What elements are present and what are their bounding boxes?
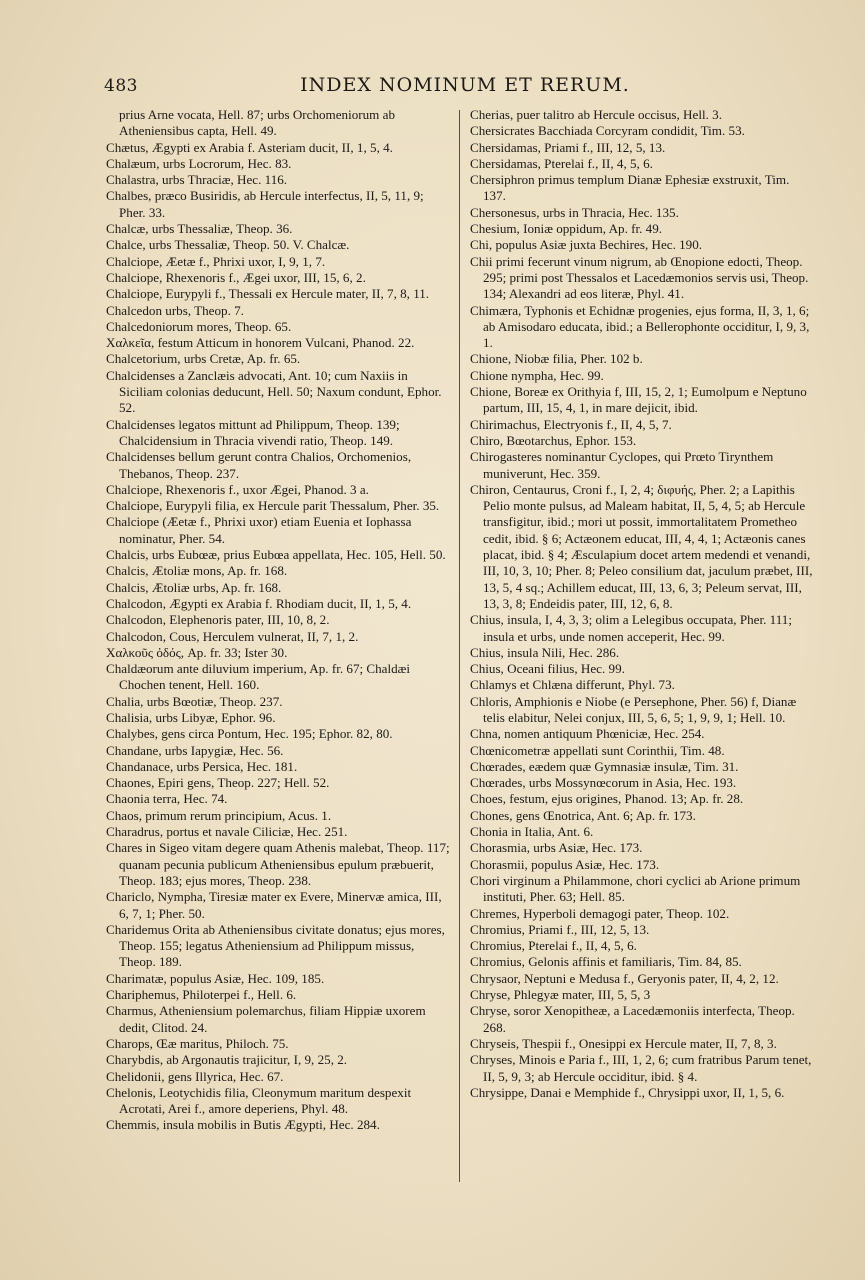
index-entry: Chersicrates Bacchiada Corcyram condidit, Tim. 53. (470, 123, 745, 139)
index-entry: Chalcidenses bellum gerunt contra Chalios, Orchomenios, Thebanos, Theop. 237. (106, 449, 412, 481)
index-entry: Chalciope, Rhexenoris f., uxor Ægei, Phanod. 3 a. (106, 481, 369, 497)
index-entry: Chersonesus, urbs in Thracia, Hec. 135. (470, 204, 679, 220)
index-entry: Chelonis, Leotychidis filia, Cleonymum maritum despexit Acrotati, Arei f., amore deperiens, Phyl. 48. (106, 1084, 412, 1117)
index-entry: Chloris, Amphionis e Niobe (e Persephone, Pher. 56) f, Dianæ telis elabitur, Nelei conjux, III, 5, 6, 5; 1, 9, 9, 1; Hell. 10. (470, 693, 797, 725)
index-entry: Chremes, Hyperboli demagogi pater, Theop. 102. (470, 905, 730, 921)
index-entry: Charops, Œæ maritus, Philoch. 75. (106, 1035, 289, 1051)
index-entry: Chna, nomen antiquum Phœniciæ, Hec. 254. (470, 726, 705, 742)
index-entry: Charadrus, portus et navale Ciliciæ, Hec. 251. (106, 824, 348, 840)
index-entry: prius Arne vocata, Hell. 87; urbs Orchomeniorum ab Atheniensibus capta, Hell. 49. (119, 107, 395, 139)
index-entry: Chalcis, Ætoliæ urbs, Ap. fr. 168. (106, 579, 282, 595)
index-entry: Chalybes, gens circa Pontum, Hec. 195; Ephor. 82, 80. (106, 726, 393, 742)
index-entry: Chi, populus Asiæ juxta Bechires, Hec. 190. (470, 237, 703, 253)
index-entry: Chorasmii, populus Asiæ, Hec. 173. (470, 856, 660, 872)
index-entry: Chione nympha, Hec. 99. (470, 367, 604, 383)
index-entry: Chromius, Priami f., III, 12, 5, 13. (470, 921, 650, 937)
index-entry: Chori virginum a Philammone, chori cyclici ab Arione primum instituti, Pher. 63; Hell. 85. (470, 872, 801, 905)
index-entry: Chalcodon, Ægypti ex Arabia f. Rhodiam ducit, II, 1, 5, 4. (106, 595, 412, 611)
index-entry: Chesium, Ioniæ oppidum, Ap. fr. 49. (470, 221, 663, 237)
index-entry: Chalcidenses a Zanclæis advocati, Ant. 10; cum Naxiis in Siciliam colonias deducunt, Hell. 50; Naxum condunt, Ephor. 52. (106, 367, 442, 416)
index-entry: Charmus, Atheniensium polemarchus, filiam Hippiæ uxorem dedit, Clitod. 24. (106, 1003, 426, 1035)
index-entry: Chaones, Epiri gens, Theop. 227; Hell. 52. (106, 775, 330, 791)
index-entry: Chares in Sigeo vitam degere quam Athenis malebat, Theop. 117; quanam pecunia publicum Atheniensibus epulum præbuerit, Theop. 183; ejus mores, Theop. 238. (106, 840, 450, 888)
index-entry: Chelidonii, gens Illyrica, Hec. 67. (106, 1068, 284, 1084)
index-entry: Chromius, Gelonis affinis et familiaris, Tim. 84, 85. (470, 954, 742, 970)
index-entry: Chalciope, Rhexenoris f., Ægei uxor, III, 15, 6, 2. (106, 269, 366, 285)
index-entry: Chalcis, urbs Eubœæ, prius Eubœa appellata, Hec. 105, Hell. 50. (106, 547, 446, 563)
index-entry: Chirogasteres nominantur Cyclopes, qui Prœto Tirynthem muniverunt, Hec. 359. (470, 449, 774, 481)
index-entry: Chalciope (Æetæ f., Phrixi uxor) etiam Euenia et Iophassa nominatur, Pher. 54. (106, 514, 412, 546)
index-entry: Chius, insula, I, 4, 3, 3; olim a Lelegibus occupata, Pher. 111; insula et urbs, unde nomen acceperit, Hec. 99. (470, 612, 792, 644)
index-entry: Chalisia, urbs Libyæ, Ephor. 96. (106, 709, 276, 725)
index-entry: Chalbes, præco Busiridis, ab Hercule interfectus, II, 5, 11, 9; Pher. 33. (106, 188, 424, 220)
index-entry: Chrysaor, Neptuni e Medusa f., Geryonis pater, II, 4, 2, 12. (470, 970, 779, 986)
column-divider (459, 110, 460, 1182)
index-entry: Chalastra, urbs Thraciæ, Hec. 116. (106, 172, 288, 188)
index-entry: Chryseis, Thespii f., Onesippi ex Hercule mater, II, 7, 8, 3. (470, 1035, 777, 1051)
index-entry: Chalciope, Æetæ f., Phrixi uxor, I, 9, 1, 7. (106, 253, 326, 269)
index-entry: Chalcis, Ætoliæ mons, Ap. fr. 168. (106, 563, 288, 579)
index-entry: Chiron, Centaurus, Croni f., I, 2, 4; διφυής, Pher. 2; a Lapithis Pelio monte pulsus, ad Maleam habitat, II, 5, 4, 5; ab Hercule transfigitur, ibid.; mori ut possit, immortalitatem Prometheo cedit, ibid. § 6; Actæonem educat, III, 4, 4, 1; Actæonis canes placat, ibid. § 4; Æsculapium docet artem medendi et venandi, III, 10, 3, 10; Pher. 8; Peleo consilium dat, jaculum præbet, III, 13, 5, 4 sq.; Achillem educat, III, 13, 6, 3; Peleum servat, III, 13, 3, 8; Endeidis pater, III, 12, 6, 8. (470, 481, 813, 611)
index-entry: Cherias, puer talitro ab Hercule occisus, Hell. 3. (470, 107, 722, 122)
index-entry: Chius, insula Nili, Hec. 286. (470, 644, 620, 660)
index-entry: Chalcidenses legatos mittunt ad Philippum, Theop. 139; Chalcidensium in Thracia vivendi ratio, Theop. 149. (106, 416, 400, 448)
index-entry: Chorasmia, urbs Asiæ, Hec. 173. (470, 840, 643, 856)
index-entry: Chœnicometræ appellati sunt Corinthii, Tim. 48. (470, 742, 725, 758)
index-entry: Charimatæ, populus Asiæ, Hec. 109, 185. (106, 970, 325, 986)
index-entry: Chlamys et Chlæna differunt, Phyl. 73. (470, 677, 675, 693)
index-entry: Chalce, urbs Thessaliæ, Theop. 50. V. Chalcæ. (106, 237, 350, 253)
index-entry: Chonia in Italia, Ant. 6. (470, 824, 594, 840)
index-entry: Chætus, Ægypti ex Arabia f. Asteriam ducit, II, 1, 5, 4. (106, 139, 393, 155)
index-entry: Chalciope, Eurypyli filia, ex Hercule parit Thessalum, Pher. 35. (106, 498, 440, 514)
index-entry: Chrysippe, Danai e Memphide f., Chrysippi uxor, II, 1, 5, 6. (470, 1084, 785, 1100)
page-title: INDEX NOMINUM ET RERUM. (300, 74, 630, 96)
index-entry: Chiro, Bœotarchus, Ephor. 153. (470, 432, 637, 448)
index-entry: Chœrades, eædem quæ Gymnasiæ insulæ, Tim. 31. (470, 758, 739, 774)
index-entry: Chariphemus, Philoterpei f., Hell. 6. (106, 987, 297, 1003)
index-entry: Chalia, urbs Bœotiæ, Theop. 237. (106, 693, 283, 709)
index-entry: Chalcedoniorum mores, Theop. 65. (106, 318, 292, 334)
index-entry: Chryses, Minois e Paria f., III, 1, 2, 6; cum fratribus Parum tenet, II, 5, 9, 3; ab Hercule occiditur, ibid. § 4. (470, 1052, 812, 1084)
index-entry: Χαλκεῖα, festum Atticum in honorem Vulcani, Phanod. 22. (106, 335, 415, 351)
index-entry: Chalciope, Eurypyli f., Thessali ex Hercule mater, II, 7, 8, 11. (106, 286, 430, 302)
index-entry: Chalcodon, Cous, Herculem vulnerat, II, 7, 1, 2. (106, 628, 359, 644)
index-entry: Chalcedon urbs, Theop. 7. (106, 302, 244, 318)
left-column (106, 107, 452, 1134)
index-entry: Chersidamas, Pterelai f., II, 4, 5, 6. (470, 155, 653, 171)
index-entry: Chariclo, Nympha, Tiresiæ mater ex Evere, Minervæ amica, III, 6, 7, 1; Pher. 50. (106, 889, 442, 921)
index-entry: Chaldæorum ante diluvium imperium, Ap. fr. 67; Chaldæi Chochen tenent, Hell. 160. (106, 661, 411, 693)
index-entry: Chalcodon, Elephenoris pater, III, 10, 8, 2. (106, 612, 330, 628)
index-entry: Chromius, Pterelai f., II, 4, 5, 6. (470, 938, 637, 954)
index-entry: Charidemus Orita ab Atheniensibus civitate donatus; ejus mores, Theop. 155; legatus Atheniensium ad Philippum missus, Theop. 189. (106, 921, 445, 970)
index-entry: Chalcetorium, urbs Cretæ, Ap. fr. 65. (106, 351, 301, 367)
index-entry: Chalcæ, urbs Thessaliæ, Theop. 36. (106, 221, 293, 237)
running-header (100, 74, 830, 104)
index-entry: Chaos, primum rerum principium, Acus. 1. (106, 807, 332, 823)
index-entry: Choes, festum, ejus origines, Phanod. 13; Ap. fr. 28. (470, 791, 744, 807)
index-entry: Chandanace, urbs Persica, Hec. 181. (106, 758, 298, 774)
right-column (470, 107, 815, 1101)
index-entry: Chersiphron primus templum Dianæ Ephesiæ exstruxit, Tim. 137. (470, 172, 790, 204)
index-entry: Chione, Niobæ filia, Pher. 102 b. (470, 351, 643, 367)
index-entry: Chryse, soror Xenopitheæ, a Lacedæmoniis interfecta, Theop. 268. (470, 1003, 795, 1035)
index-entry: Chimæra, Typhonis et Echidnæ progenies, ejus forma, II, 3, 1, 6; ab Amisodaro educata, ibid.; a Bellerophonte occiditur, I, 9, 3, 1. (470, 302, 810, 351)
index-entry: Chersidamas, Priami f., III, 12, 5, 13. (470, 139, 666, 155)
index-entry: Chaonia terra, Hec. 74. (106, 791, 228, 807)
index-entry: Chryse, Phlegyæ mater, III, 5, 5, 3 (470, 987, 651, 1003)
index-entry: Chones, gens Œnotrica, Ant. 6; Ap. fr. 173. (470, 807, 696, 823)
index-entry: Chione, Boreæ ex Orithyia f, III, 15, 2, 1; Eumolpum e Neptuno partum, III, 15, 4, 1, in mare dejicit, ibid. (470, 384, 807, 416)
index-entry: Chandane, urbs Iapygiæ, Hec. 56. (106, 742, 284, 758)
index-entry: Chius, Oceani filius, Hec. 99. (470, 661, 625, 677)
index-entry: Chalæum, urbs Locrorum, Hec. 83. (106, 155, 292, 171)
index-entry: Charybdis, ab Argonautis trajicitur, I, 9, 25, 2. (106, 1052, 348, 1068)
index-entry: Chemmis, insula mobilis in Butis Ægypti, Hec. 284. (106, 1117, 380, 1133)
index-entry: Χαλκοῦς ὀδός, Ap. fr. 33; Ister 30. (106, 644, 288, 660)
index-entry: Chii primi fecerunt vinum nigrum, ab Œnopione edocti, Theop. 295; primi post Thessalos et Lacedæmonios servis usi, Theop. 134; Alexandri ad eos literæ, Phyl. 41. (470, 253, 809, 302)
page-number: 483 (104, 76, 138, 96)
index-entry: Chirimachus, Electryonis f., II, 4, 5, 7. (470, 416, 672, 432)
index-entry: Chœrades, urbs Mossynœcorum in Asia, Hec. 193. (470, 775, 737, 791)
